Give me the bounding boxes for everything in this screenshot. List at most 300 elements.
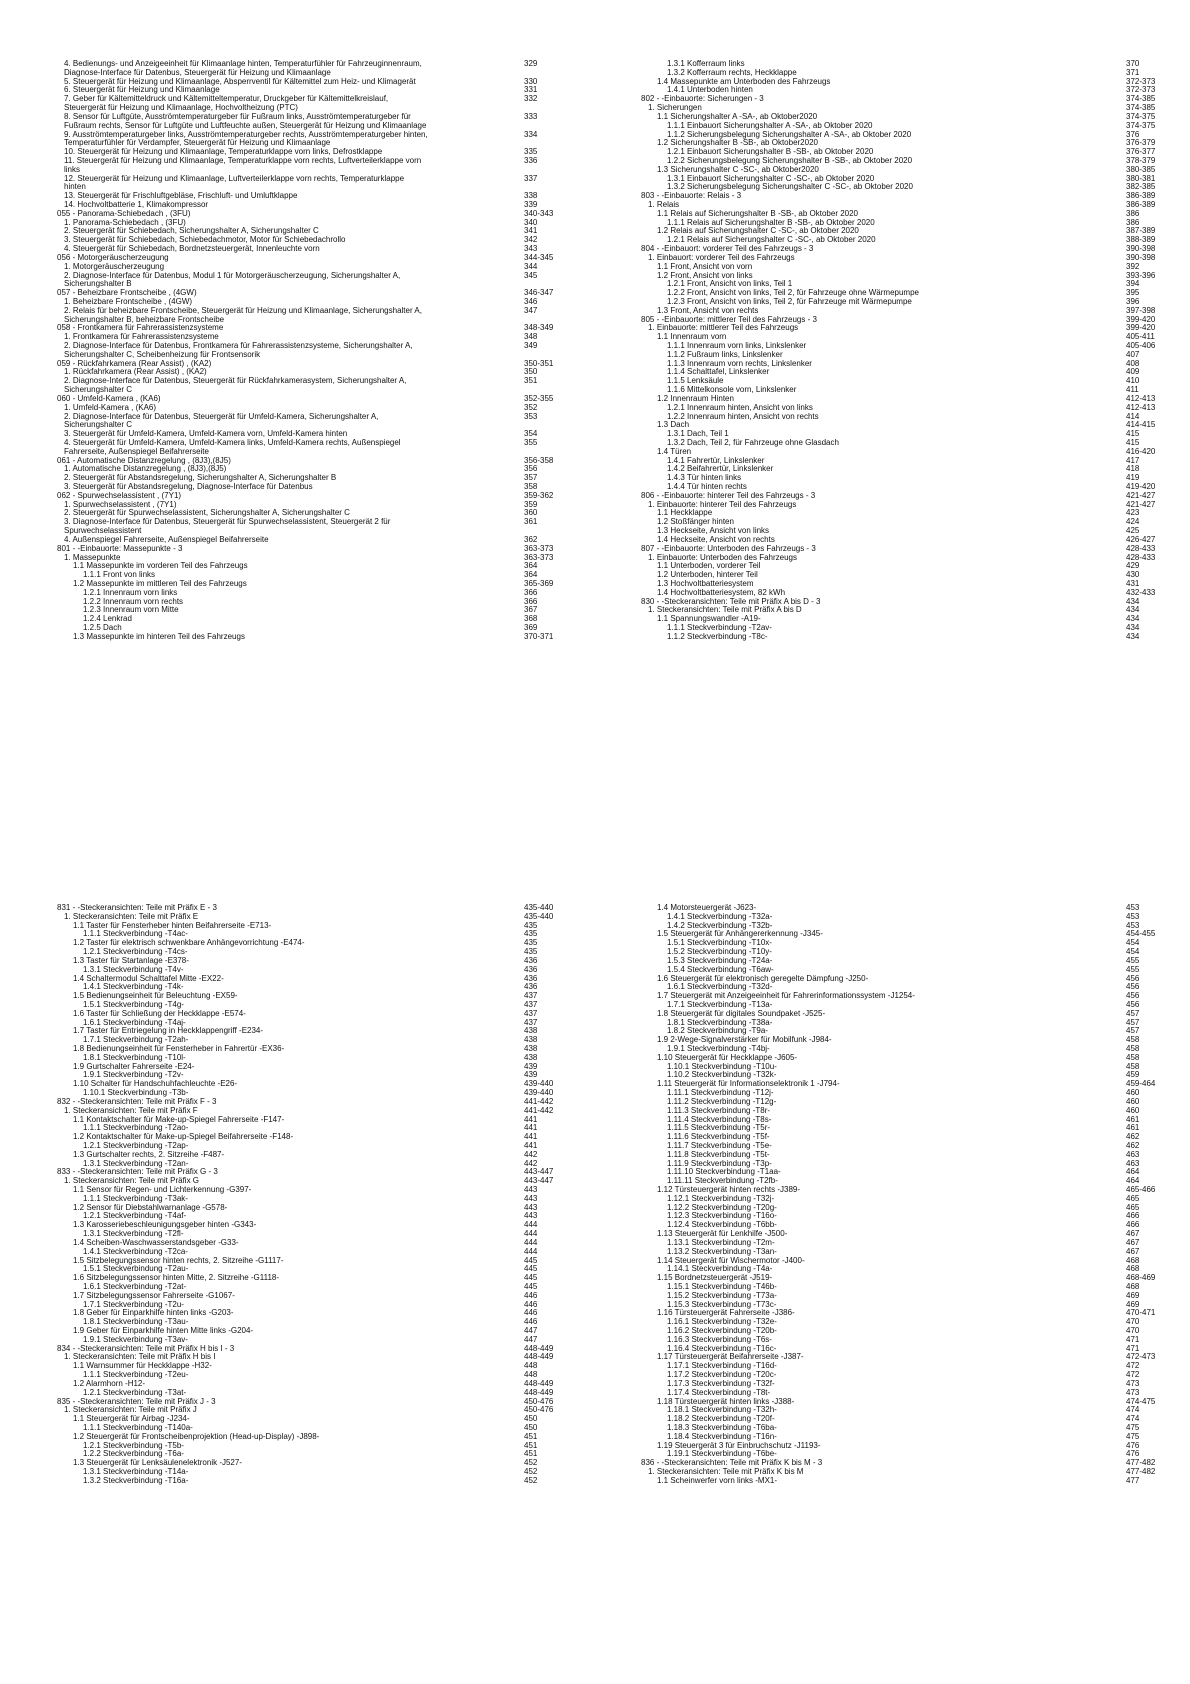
toc-entry bbox=[57, 1378, 554, 1389]
toc-entry bbox=[57, 1221, 537, 1230]
toc-entry-title: 1.4 Türen bbox=[657, 447, 692, 456]
toc-entry-page: 454-455 bbox=[1126, 929, 1156, 939]
toc-entry bbox=[57, 1142, 537, 1151]
toc-entry-title: 1.7.1 Steckverbindung -T13a- bbox=[667, 1000, 773, 1009]
toc-entry-title: 835 - -Steckeransichten: Teile mit Präfix J - 3 bbox=[57, 1397, 216, 1406]
toc-entry-title: 833 - -Steckeransichten: Teile mit Präfix G - 3 bbox=[57, 1168, 218, 1177]
toc-entry bbox=[641, 517, 1140, 527]
toc-entry-title: Sicherungshalter B, beheizbare Frontscheibe bbox=[64, 315, 225, 324]
toc-entry bbox=[57, 1195, 537, 1204]
toc-entry-title: Diagnose-Interface für Datenbus, Steuergerät für Heizung und Klimaanlage bbox=[64, 68, 331, 77]
toc-entry bbox=[57, 552, 554, 563]
toc-entry bbox=[641, 182, 1156, 192]
toc-entry bbox=[57, 1265, 537, 1274]
toc-entry bbox=[57, 413, 537, 422]
toc-entry bbox=[641, 402, 1156, 413]
toc-entry bbox=[641, 1326, 1140, 1336]
toc-entry bbox=[641, 999, 1140, 1010]
toc-entry bbox=[641, 1361, 1140, 1371]
toc-entry bbox=[641, 973, 1140, 984]
toc-entry bbox=[641, 1044, 1140, 1054]
toc-entry-page: 451 bbox=[524, 1431, 538, 1441]
toc-entry bbox=[57, 175, 537, 184]
toc-entry-page: 439 bbox=[524, 1070, 538, 1080]
toc-entry bbox=[641, 1202, 1140, 1213]
toc-entry-title: 1.12 Türsteuergerät hinten rechts -J389- bbox=[657, 1186, 801, 1194]
toc-entry-title: 1.2 Unterboden, hinterer Teil bbox=[657, 571, 758, 580]
toc-entry-page: 434 bbox=[1126, 614, 1140, 624]
toc-entry-title: 1.8 Steuergerät für digitales Soundpaket -J525- bbox=[657, 1009, 826, 1018]
toc-entry bbox=[57, 386, 537, 395]
toc-entry-page: 457 bbox=[1126, 1008, 1140, 1018]
toc-entry bbox=[57, 483, 537, 492]
toc-entry bbox=[641, 920, 1140, 931]
toc-entry-title: 1.8.1 Steckverbindung -T38a- bbox=[667, 1018, 773, 1027]
toc-entry-page: 374-375 bbox=[1126, 111, 1156, 121]
toc-entry-page: 344-345 bbox=[524, 252, 554, 262]
toc-entry bbox=[641, 534, 1156, 545]
toc-entry bbox=[57, 1036, 537, 1045]
toc-entry bbox=[57, 975, 537, 984]
toc-entry-page: 344 bbox=[524, 261, 538, 271]
toc-entry bbox=[57, 448, 537, 457]
toc-entry bbox=[57, 342, 537, 351]
toc-entry-title: 1.1.1 Steckverbindung -T4ac- bbox=[83, 930, 188, 939]
toc-entry-title: 1.2.1 Innenraum vorn links bbox=[83, 588, 178, 597]
toc-entry-title: 1.6.1 Steckverbindung -T4aj- bbox=[83, 1018, 186, 1027]
toc-entry-title: 802 - -Einbauorte: Sicherungen - 3 bbox=[641, 95, 764, 104]
toc-entry-title: 1.12.3 Steckverbindung -T16o- bbox=[667, 1212, 777, 1221]
toc-entry-title: 1.15.1 Steckverbindung -T46b- bbox=[667, 1282, 777, 1291]
toc-entry-page: 387-389 bbox=[1126, 226, 1156, 236]
toc-entry-title: 1.2.3 Front, Ansicht von links, Teil 2, für Fahrzeuge mit Wärmepumpe bbox=[667, 297, 912, 306]
toc-entry bbox=[57, 1176, 554, 1186]
toc-entry-page: 431 bbox=[1126, 578, 1140, 588]
toc-entry-page: 364 bbox=[524, 561, 538, 571]
toc-entry-title: Temperaturfühler für Verdampfer, Steuergerät für Heizung und Klimaanlage bbox=[64, 139, 331, 148]
toc-entry-title: 1.2 Sicherungshalter B -SB-, ab Oktober2020 bbox=[657, 139, 818, 148]
toc-entry bbox=[641, 173, 1156, 184]
toc-entry-page: 340-343 bbox=[524, 208, 554, 218]
toc-entry bbox=[57, 1336, 537, 1345]
toc-entry-title: 1.3 Steuergerät für Lenksäulenelektronik -J527- bbox=[73, 1459, 242, 1468]
toc-entry bbox=[57, 148, 537, 157]
toc-entry-title: 1.4 Schaltermodul Schalttafel Mitte -EX22- bbox=[73, 974, 224, 983]
toc-entry-title: 1.3.1 Kofferraum links bbox=[667, 60, 745, 68]
toc-entry bbox=[57, 139, 537, 148]
toc-entry-title: 1. Massepunkte bbox=[64, 553, 121, 562]
toc-entry bbox=[641, 455, 1140, 466]
toc-entry-title: 3. Steuergerät für Umfeld-Kamera, Umfeld-Kamera vorn, Umfeld-Kamera hinten bbox=[64, 430, 348, 439]
toc-entry-title: 062 - Spurwechselassistent , (7Y1) bbox=[57, 491, 182, 500]
toc-entry-page: 341 bbox=[524, 226, 538, 236]
toc-entry-title: 1.12.2 Steckverbindung -T20g- bbox=[667, 1203, 777, 1212]
toc-entry-page: 445 bbox=[524, 1281, 538, 1291]
toc-entry bbox=[641, 1334, 1140, 1345]
toc-entry-page: 432-433 bbox=[1126, 587, 1156, 597]
toc-entry bbox=[641, 1096, 1140, 1107]
toc-entry-title: 1.1 Unterboden, vorderer Teil bbox=[657, 562, 761, 571]
toc-entry bbox=[57, 1239, 537, 1248]
toc-entry-page: 405-406 bbox=[1126, 341, 1156, 350]
toc-entry-page: 424 bbox=[1126, 517, 1140, 527]
toc-entry bbox=[57, 1301, 537, 1310]
toc-entry-page: 339 bbox=[524, 200, 538, 209]
toc-entry-title: 1.4.1 Fahrertür, Linkslenker bbox=[667, 456, 765, 465]
toc-column-top-left bbox=[57, 59, 554, 642]
toc-entry-page: 476 bbox=[1126, 1440, 1140, 1450]
toc-entry bbox=[57, 1071, 537, 1080]
toc-entry bbox=[641, 376, 1140, 386]
toc-entry bbox=[641, 305, 1156, 316]
toc-entry bbox=[641, 226, 1156, 236]
toc-entry-title: 1.1 Sensor für Regen- und Lichterkennung -G397- bbox=[73, 1186, 252, 1194]
toc-entry-title: 1.1 Steuergerät für Airbag -J234- bbox=[73, 1415, 190, 1424]
toc-entry-title: 1.2.2 Front, Ansicht von links, Teil 2, für Fahrzeuge ohne Wärmepumpe bbox=[667, 289, 919, 298]
toc-entry-page: 356-358 bbox=[524, 455, 554, 465]
toc-entry-page: 435 bbox=[524, 947, 538, 957]
toc-entry bbox=[641, 129, 1140, 140]
toc-entry bbox=[57, 157, 537, 166]
toc-entry bbox=[641, 1440, 1140, 1451]
toc-entry-page: 467 bbox=[1126, 1237, 1140, 1247]
toc-entry-page: 428-433 bbox=[1126, 543, 1156, 553]
toc-entry-page: 434 bbox=[1126, 605, 1140, 615]
toc-entry bbox=[57, 1318, 537, 1327]
toc-entry-page: 457 bbox=[1126, 1017, 1140, 1027]
toc-entry bbox=[641, 393, 1156, 404]
toc-entry-title: 1.2 Kontaktschalter für Make-up-Spiegel Beifahrerseite -F148- bbox=[73, 1133, 294, 1142]
toc-entry-page: 429 bbox=[1126, 561, 1140, 571]
toc-entry-title: 1.3.1 Steckverbindung -T14a- bbox=[83, 1468, 189, 1476]
toc-entry-title: 6. Steuergerät für Heizung und Klimaanlage bbox=[64, 86, 220, 95]
toc-entry-title: 5. Steuergerät für Heizung und Klimaanlage, Absperrventil für Kältemittel zum Heiz- und Klimagerät bbox=[64, 77, 416, 86]
toc-entry-page: 439-440 bbox=[524, 1079, 554, 1089]
toc-entry bbox=[641, 982, 1140, 992]
toc-entry bbox=[641, 1070, 1140, 1080]
toc-entry-title: 832 - -Steckeransichten: Teile mit Präfix F - 3 bbox=[57, 1097, 217, 1106]
toc-entry-title: 803 - -Einbauorte: Relais - 3 bbox=[641, 192, 742, 201]
toc-entry-title: 1.11.7 Steckverbindung -T5e- bbox=[667, 1141, 772, 1150]
toc-entry-page: 415 bbox=[1126, 437, 1140, 447]
toc-entry-title: 1. Einbauorte: hinterer Teil des Fahrzeugs bbox=[648, 500, 797, 509]
toc-entry-title: 1.1.1 Innenraum vorn links, Linkslenker bbox=[667, 342, 807, 350]
toc-entry-page: 442 bbox=[524, 1149, 538, 1159]
toc-entry-title: 1.19.1 Steckverbindung -T6be- bbox=[667, 1450, 777, 1459]
toc-entry-page: 332 bbox=[524, 94, 538, 104]
toc-entry-title: Steuergerät für Heizung und Klimaanlage, Hochvoltheizung (PTC) bbox=[64, 104, 298, 113]
toc-entry-title: 1.6 Taster für Schließung der Heckklappe -E574- bbox=[73, 1009, 246, 1018]
toc-entry-title: 1.10.1 Steckverbindung -T3b- bbox=[83, 1089, 189, 1098]
toc-entry bbox=[57, 131, 537, 140]
toc-entry-title: hinten bbox=[64, 183, 86, 192]
toc-column-bottom-left bbox=[57, 903, 554, 1486]
toc-entry-page: 421-427 bbox=[1126, 490, 1156, 500]
toc-entry-page: 346 bbox=[524, 296, 538, 306]
toc-entry-page: 438 bbox=[524, 1052, 538, 1062]
toc-entry-page: 415 bbox=[1126, 429, 1140, 439]
toc-entry bbox=[641, 59, 1140, 69]
toc-entry-page: 390-398 bbox=[1126, 244, 1156, 254]
toc-entry-title: 9. Ausströmtemperaturgeber links, Ausströmtemperaturgeber rechts, Ausströmtemperaturgeber hinten, bbox=[64, 130, 428, 139]
toc-entry-title: 4. Steuergerät für Umfeld-Kamera, Umfeld-Kamera links, Umfeld-Kamera rechts, Außenspiegel bbox=[64, 438, 401, 447]
toc-entry-page: 374-385 bbox=[1126, 103, 1156, 113]
toc-entry-page: 386-389 bbox=[1126, 200, 1156, 209]
toc-entry-page: 409 bbox=[1126, 367, 1140, 377]
toc-entry-title: 1.3.1 Steckverbindung -T2an- bbox=[83, 1159, 189, 1168]
toc-entry-title: 1.5 Steuergerät für Anhängererkennung -J345- bbox=[657, 930, 823, 939]
toc-entry bbox=[641, 1035, 1140, 1045]
toc-entry bbox=[57, 1248, 537, 1257]
toc-entry-page: 443 bbox=[524, 1211, 538, 1221]
toc-entry bbox=[57, 501, 537, 510]
toc-entry-page: 456 bbox=[1126, 991, 1140, 1001]
toc-entry-page: 418 bbox=[1126, 464, 1140, 474]
toc-entry-title: 2. Steuergerät für Abstandsregelung, Sicherungshalter A, Sicherungshalter B bbox=[64, 474, 337, 483]
toc-entry bbox=[641, 358, 1140, 369]
toc-entry-title: Spurwechselassistent bbox=[64, 527, 142, 536]
toc-entry bbox=[57, 543, 554, 554]
toc-entry-title: 1.17.2 Steckverbindung -T20c- bbox=[667, 1371, 777, 1380]
toc-entry-page: 443 bbox=[524, 1185, 538, 1194]
toc-entry-title: 2. Diagnose-Interface für Datenbus, Steuergerät für Umfeld-Kamera, Sicherungshalter A, bbox=[64, 412, 379, 421]
toc-entry-title: 3. Steuergerät für Abstandsregelung, Diagnose-Interface für Datenbus bbox=[64, 483, 313, 491]
toc-entry-page: 437 bbox=[524, 999, 538, 1009]
toc-entry bbox=[57, 1105, 554, 1116]
toc-entry bbox=[641, 1299, 1140, 1310]
toc-entry-page: 448-449 bbox=[524, 1343, 554, 1353]
toc-entry bbox=[641, 482, 1156, 492]
toc-entry-title: 1.6.1 Steckverbindung -T32d- bbox=[667, 983, 773, 992]
toc-entry-title: 1.1.2 Sicherungsbelegung Sicherungshalter A -SA-, ab Oktober 2020 bbox=[667, 130, 912, 139]
toc-entry bbox=[641, 1176, 1140, 1186]
toc-entry-title: 1. Automatische Distanzregelung , (8J3),(8J5) bbox=[64, 465, 227, 474]
toc-entry bbox=[57, 983, 537, 992]
toc-entry bbox=[641, 1281, 1140, 1292]
toc-entry bbox=[641, 341, 1156, 351]
toc-entry bbox=[641, 437, 1140, 448]
toc-entry-title: 1.8.1 Steckverbindung -T3au- bbox=[83, 1318, 189, 1327]
toc-entry bbox=[641, 1114, 1140, 1125]
toc-entry bbox=[57, 1450, 537, 1459]
toc-entry-page: 450-476 bbox=[524, 1396, 554, 1406]
toc-entry bbox=[641, 208, 1140, 219]
toc-entry-page: 468 bbox=[1126, 1264, 1140, 1274]
toc-entry-page: 452 bbox=[524, 1467, 538, 1476]
toc-entry bbox=[57, 272, 537, 281]
toc-entry bbox=[57, 1352, 554, 1362]
toc-entry bbox=[57, 368, 537, 377]
toc-entry bbox=[641, 929, 1156, 939]
toc-entry-title: 055 - Panorama-Schiebedach , (3FU) bbox=[57, 209, 191, 218]
toc-entry-page: 369 bbox=[524, 623, 538, 632]
toc-entry-title: 1.1.1 Steckverbindung -T2ao- bbox=[83, 1124, 189, 1133]
toc-entry-title: 1.4.2 Beifahrertür, Linkslenker bbox=[667, 465, 774, 474]
toc-entry-page: 458 bbox=[1126, 1052, 1140, 1062]
toc-entry bbox=[641, 1123, 1140, 1133]
toc-entry-title: 1. Einbauorte: Unterboden des Fahrzeugs bbox=[648, 553, 797, 562]
toc-entry-page: 456 bbox=[1126, 982, 1140, 992]
toc-entry-title: 1.2 Alarmhorn -H12- bbox=[73, 1379, 146, 1388]
toc-entry bbox=[641, 385, 1139, 395]
toc-entry bbox=[641, 1246, 1140, 1257]
toc-entry bbox=[641, 1220, 1140, 1230]
toc-entry-page: 439 bbox=[524, 1061, 538, 1071]
toc-entry-page: 338 bbox=[524, 191, 538, 201]
toc-entry-title: 1. Beheizbare Frontscheibe , (4GW) bbox=[64, 297, 193, 306]
toc-entry bbox=[641, 1079, 1156, 1089]
toc-entry-title: 807 - -Einbauorte: Unterboden des Fahrzeugs - 3 bbox=[641, 544, 816, 553]
toc-entry-title: 1.18.1 Steckverbindung -T32h- bbox=[667, 1406, 777, 1415]
toc-entry-title: 1.3.2 Sicherungsbelegung Sicherungshalter C -SC-, ab Oktober 2020 bbox=[667, 183, 913, 192]
toc-entry-page: 437 bbox=[524, 1008, 538, 1018]
toc-entry-title: Sicherungshalter B bbox=[64, 280, 132, 289]
toc-entry-page: 362 bbox=[524, 534, 538, 544]
toc-entry-title: 1.2.1 Einbauort Sicherungshalter B -SB-, ab Oktober 2020 bbox=[667, 148, 874, 157]
toc-entry-page: 445 bbox=[524, 1273, 538, 1283]
toc-entry bbox=[641, 561, 1140, 571]
toc-entry bbox=[641, 1255, 1140, 1266]
toc-entry bbox=[57, 298, 537, 307]
toc-entry bbox=[57, 1292, 537, 1301]
toc-entry-page: 434 bbox=[1126, 631, 1140, 641]
toc-entry-page: 386-389 bbox=[1126, 191, 1156, 201]
toc-entry bbox=[641, 1132, 1140, 1142]
toc-entry-title: 1.16.2 Steckverbindung -T20b- bbox=[667, 1327, 777, 1335]
toc-entry-title: 1.3.2 Dach, Teil 2, für Fahrzeuge ohne Glasdach bbox=[667, 438, 839, 447]
toc-entry-title: 1.2 Relais auf Sicherungshalter C -SC-, ab Oktober 2020 bbox=[657, 227, 859, 236]
toc-entry-page: 455 bbox=[1126, 964, 1140, 974]
toc-entry-page: 468 bbox=[1126, 1281, 1140, 1291]
toc-entry bbox=[57, 183, 537, 192]
toc-entry-title: Sicherungshalter C bbox=[64, 386, 133, 395]
toc-entry-title: 1.17.1 Steckverbindung -T16d- bbox=[667, 1362, 777, 1371]
toc-entry-page: 454 bbox=[1126, 947, 1140, 957]
toc-entry-title: 061 - Automatische Distanzregelung , (8J3),(8J5) bbox=[57, 456, 231, 465]
toc-entry bbox=[57, 288, 554, 298]
toc-entry bbox=[57, 236, 537, 245]
toc-entry-page: 453 bbox=[1126, 903, 1140, 912]
toc-entry bbox=[641, 1193, 1140, 1204]
toc-entry-page: 475 bbox=[1126, 1422, 1140, 1432]
toc-entry-page: 348 bbox=[524, 332, 538, 342]
toc-entry-page: 352 bbox=[524, 402, 538, 412]
toc-entry bbox=[641, 323, 1156, 333]
toc-entry bbox=[57, 1433, 537, 1442]
toc-entry-page: 354 bbox=[524, 429, 538, 439]
toc-entry bbox=[641, 1211, 1140, 1221]
toc-entry bbox=[641, 631, 1140, 642]
toc-entry bbox=[641, 570, 1140, 580]
toc-entry bbox=[641, 1405, 1140, 1415]
toc-entry bbox=[641, 111, 1156, 122]
toc-entry-page: 408 bbox=[1126, 358, 1140, 368]
toc-entry bbox=[57, 333, 537, 342]
toc-entry-page: 372-373 bbox=[1126, 85, 1156, 95]
toc-entry bbox=[641, 1449, 1140, 1459]
toc-entry-title: 1. Spurwechselassistent , (7Y1) bbox=[64, 500, 177, 509]
toc-entry-page: 370-371 bbox=[524, 631, 554, 641]
toc-entry-title: 1.4 Heckseite, Ansicht von rechts bbox=[657, 535, 775, 544]
toc-entry-page: 467 bbox=[1126, 1229, 1140, 1239]
toc-entry bbox=[641, 947, 1140, 957]
toc-entry-page: 436 bbox=[524, 982, 538, 992]
toc-entry-page: 352-355 bbox=[524, 393, 554, 403]
toc-entry-page: 376 bbox=[1126, 129, 1140, 139]
toc-entry-page: 454 bbox=[1126, 938, 1140, 948]
toc-entry-title: 804 - -Einbauort: vorderer Teil des Fahrzeugs - 3 bbox=[641, 245, 814, 254]
toc-entry bbox=[57, 518, 537, 527]
toc-entry-title: 1. Einbauort: vorderer Teil des Fahrzeugs bbox=[648, 253, 795, 262]
toc-entry bbox=[57, 69, 537, 78]
toc-entry-page: 474 bbox=[1126, 1405, 1140, 1415]
toc-entry-page: 477-482 bbox=[1126, 1458, 1156, 1468]
toc-entry-page: 443 bbox=[524, 1202, 538, 1212]
toc-entry-title: 1.3 Sicherungshalter C -SC-, ab Oktober2020 bbox=[657, 165, 819, 174]
toc-entry-title: 830 - -Steckeransichten: Teile mit Präfix A bis D - 3 bbox=[641, 597, 821, 606]
toc-entry-page: 386 bbox=[1126, 208, 1140, 218]
toc-entry-title: 1.17 Türsteuergerät Beifahrerseite -J387- bbox=[657, 1353, 804, 1362]
toc-entry-title: 4. Bedienungs- und Anzeigeeinheit für Klimaanlage hinten, Temperaturfühler für Fahrzeuginnenraum, bbox=[64, 60, 422, 68]
toc-entry bbox=[641, 1475, 1140, 1486]
toc-entry-page: 355 bbox=[524, 437, 538, 447]
toc-entry bbox=[57, 571, 537, 580]
toc-entry bbox=[57, 1459, 537, 1468]
toc-entry bbox=[57, 280, 537, 289]
toc-entry bbox=[641, 526, 1140, 536]
toc-entry-title: 1.5.3 Steckverbindung -T24a- bbox=[667, 956, 773, 965]
toc-entry-title: 2. Relais für beheizbare Frontscheibe, Steuergerät für Heizung und Klimaanlage, Sicherungshalter A, bbox=[64, 306, 422, 315]
toc-entry bbox=[641, 217, 1140, 228]
toc-entry-page: 460 bbox=[1126, 1096, 1140, 1106]
toc-entry-title: 1.1.1 Steckverbindung -T140a- bbox=[83, 1423, 193, 1432]
toc-entry-title: 1.3.2 Steckverbindung -T16a- bbox=[83, 1476, 189, 1485]
toc-entry-page: 399-420 bbox=[1126, 314, 1156, 324]
toc-entry bbox=[641, 1387, 1140, 1398]
toc-entry bbox=[57, 1309, 537, 1318]
toc-entry-page: 368 bbox=[524, 614, 538, 624]
toc-column-top-right bbox=[641, 59, 1156, 642]
toc-entry bbox=[57, 562, 537, 571]
toc-entry bbox=[641, 120, 1156, 131]
toc-entry bbox=[641, 991, 1140, 1001]
toc-entry-page: 450-476 bbox=[524, 1405, 554, 1415]
toc-entry bbox=[57, 903, 554, 913]
toc-entry-page: 438 bbox=[524, 1044, 538, 1053]
toc-entry-title: 1.11.4 Steckverbindung -T8s- bbox=[667, 1115, 772, 1124]
toc-entry-title: Sicherungshalter C, Scheibenheizung für Frontsensorik bbox=[64, 350, 261, 359]
toc-entry-title: 1.16.1 Steckverbindung -T32e- bbox=[667, 1318, 777, 1327]
toc-entry-title: 1.1.1 Steckverbindung -T2av- bbox=[667, 624, 772, 632]
toc-entry bbox=[641, 1343, 1140, 1354]
toc-entry-page: 477 bbox=[1126, 1475, 1140, 1485]
toc-entry-title: 1.3.1 Dach, Teil 1 bbox=[667, 430, 729, 439]
toc-entry-page: 397-398 bbox=[1126, 305, 1156, 315]
toc-entry bbox=[641, 261, 1140, 272]
toc-entry-title: 1.14.1 Steckverbindung -T4a- bbox=[667, 1265, 773, 1274]
toc-entry-page: 388-389 bbox=[1126, 235, 1156, 245]
toc-entry bbox=[641, 94, 1156, 104]
toc-entry-page: 370 bbox=[1126, 59, 1140, 68]
toc-entry-title: 7. Geber für Kältemitteldruck und Kältemitteltemperatur, Druckgeber für Kältemittelkreislauf, bbox=[64, 95, 389, 104]
toc-entry bbox=[57, 166, 537, 175]
toc-entry-title: 1.10 Schalter für Handschuhfachleuchte -E26- bbox=[73, 1080, 238, 1089]
toc-entry bbox=[641, 1158, 1140, 1169]
toc-entry-title: 1. Steckeransichten: Teile mit Präfix K bis M bbox=[648, 1468, 804, 1476]
toc-entry bbox=[57, 323, 554, 333]
toc-entry-title: 1.4.1 Steckverbindung -T4k- bbox=[83, 983, 184, 992]
toc-entry bbox=[57, 219, 537, 228]
